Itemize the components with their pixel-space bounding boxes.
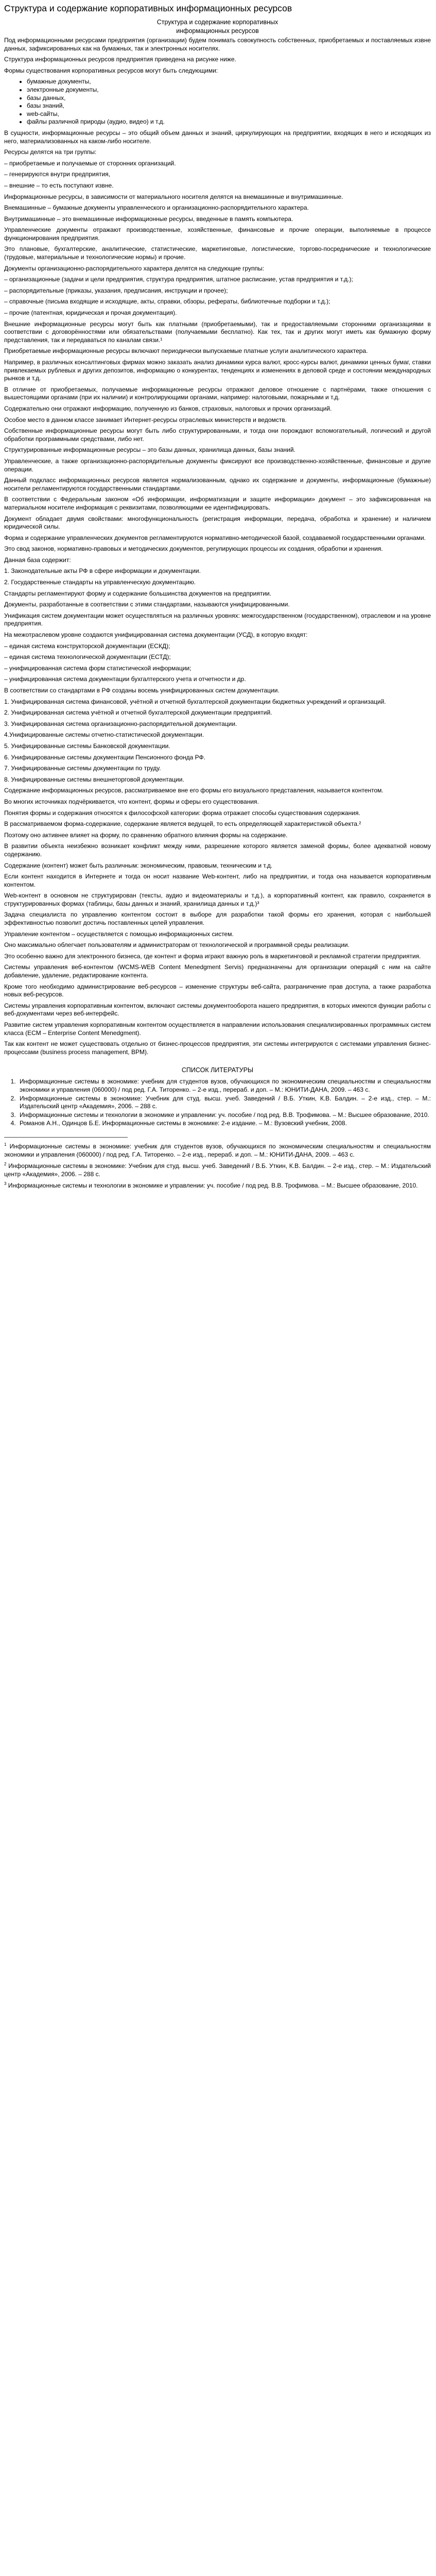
paragraph: Документы организационно-распорядительного характера делятся на следующие группы: bbox=[4, 264, 265, 272]
paragraph: – унифицированная система форм статистической информации; bbox=[4, 664, 191, 672]
paragraph: – распорядительные (приказы, указания, предписания, инструкции и прочее); bbox=[4, 286, 228, 294]
footnote-text: Информационные системы в экономике: Учебник для студ. высш. учеб. Заведений / В.Б. Уткин, К.В. Балдин. – 2-е изд., стер. – М.: Издательский центр «Академия», 2006. – 288 с. bbox=[4, 1162, 431, 1178]
paragraph: Это плановые, бухгалтерские, аналитические, статистические, маркетинговые, логистические, торгово-посреднические и технологические (трудовые, материальные и технологические нормы) и прочие. bbox=[4, 245, 431, 261]
paragraph: – единая система конструкторской документации (ЕСКД); bbox=[4, 642, 170, 650]
footnote-text: Информационные системы в экономике: учебник для студентов вузов, обучающихся по экономическим специальностям и специальностям экономики и управления (060000) / под ред. Г.А. Титоренко. – 2-е изд., перераб. и доп. – М.: ЮНИТИ-ДАНА, 2009. – 463 с. bbox=[4, 1142, 431, 1158]
footnote-item bbox=[4, 1160, 431, 1178]
paragraph: 3. Унифицированная система организационно-распорядительной документации. bbox=[4, 720, 237, 727]
paragraph: Web-контент в основном не структурирован (тексты, аудио и видеоматериалы и т.д.), а корпоративный контент, как правило, сохраняется в структурированных формах (таблицы, базы данных и знаний, хранилища данных и т.д.)³ bbox=[4, 892, 431, 907]
paragraph: Кроме того необходимо администрирование веб-ресурсов – изменение структуры веб-сайта, разграничение прав доступа, а также разработка новых веб-ресурсов. bbox=[4, 982, 431, 998]
list-item: • бумажные документы, bbox=[27, 78, 431, 86]
paragraph: – генерируются внутри предприятия, bbox=[4, 171, 111, 178]
paragraph: Содержание (контент) может быть различным: экономическим, правовым, техническим и т.д. bbox=[4, 861, 273, 869]
paragraph: Информационные ресурсы, в зависимости от материального носителя делятся на внемашинные и внутримашинные. bbox=[4, 193, 343, 200]
paragraph: Например, в различных консалтинговых фирмах можно заказать анализ динамики курса валют, кросс-курсы валют, динамики ценных бумаг, ставки привлекаемых рублевых и других депозитов, информацию о конкурентах, тенденциях и изменениях в деловой среде и состоянии международных рынков и т.д. bbox=[4, 359, 431, 382]
paragraph: Это особенно важно для электронного бизнеса, где контент и форма играют важную роль в маркетинговой и рекламной стратегии предприятия. bbox=[4, 952, 421, 960]
footnote-mark: 1 bbox=[4, 1142, 7, 1147]
paragraph: – внешние – то есть поступают извне. bbox=[4, 181, 114, 189]
paragraph: 4.Унифицированные системы отчетно-статистической документации. bbox=[4, 731, 204, 739]
paragraph: В соответствии со стандартами в РФ созданы восемь унифицированных систем документации. bbox=[4, 687, 280, 694]
paragraph: Управленческие документы отражают производственные, хозяйственные, финансовые и прочие операции, выполняемые в процессе функционирования предприятия. bbox=[4, 226, 431, 242]
list-item: • файлы различной природы (аудио, видео) и т.д. bbox=[27, 118, 431, 126]
list-item: • базы данных, bbox=[27, 94, 431, 103]
literature-item: 4. Романов А.Н., Одинцов Б.Е. Информационные системы в экономике: 2-е издание. – М.: Вузовский учебник, 2008. bbox=[18, 1120, 431, 1128]
paragraph: Под информационными ресурсами предприятия (организации) будем понимать совокупность собственных, приобретаемых и поставляемых извне данных, зафиксированных как на бумажных, так и электронных носителях. bbox=[4, 37, 431, 52]
paragraph: – единая система технологической документации (ЕСТД); bbox=[4, 653, 171, 661]
paragraph: Управление контентом – осуществляется с помощью информационных систем. bbox=[4, 930, 234, 938]
literature-heading: СПИСОК ЛИТЕРАТУРЫ bbox=[181, 1066, 254, 1074]
paragraph: Формы существования корпоративных ресурсов могут быть следующими: bbox=[4, 66, 218, 74]
page-title: Структура и содержание корпоративных информационных ресурсов bbox=[4, 3, 292, 13]
paragraph: Особое место в данном классе занимает Интернет-ресурсы отраслевых министерств и ведомств. bbox=[4, 416, 287, 423]
footnote-text: Информационные системы и технологии в экономике и управлении: уч. пособие / под ред. В.В. Трофимова. – М.: Высшее образование, 2010. bbox=[8, 1182, 418, 1190]
footnote-item bbox=[4, 1141, 431, 1159]
paragraph: Содержательно они отражают информацию, полученную из банков, страховых, налоговых и прочих организаций. bbox=[4, 404, 332, 412]
document-page bbox=[0, 0, 436, 1190]
paragraph: 2. Государственные стандарты на управленческую документацию. bbox=[4, 579, 196, 586]
paragraph: Внешние информационные ресурсы могут быть как платными (приобретаемыми), так и предоставляемыми сторонними организациями в соответствии с договорённостями или обязательствами (получаемыми бесплатно). Как тех, так и других могут иметь как бумажную форму представления, так и передаваться по каналам связи.¹ bbox=[4, 320, 431, 344]
literature-item: 2. Информационные системы в экономике: Учебник для студ. высш. учеб. Заведений / В.Б. Уткин, К.В. Балдин. – 2-е изд., стер. – М.: Издательский центр «Академия», 2006. – 288 с. bbox=[18, 1095, 431, 1111]
paragraph: Собственные информационные ресурсы могут быть либо структурированными, и тогда они порождают вспомогательный, логический и другой обработки программными средствами, либо нет. bbox=[4, 427, 431, 443]
paragraph: Во многих источниках подчёркивается, что контент, формы и сферы его существования. bbox=[4, 798, 259, 805]
footnote-mark: 2 bbox=[4, 1162, 7, 1167]
paragraph: 6. Унифицированные системы документации Пенсионного фонда РФ. bbox=[4, 753, 205, 761]
paragraph: Задача специалиста по управлению контентом состоит в выборе для разработки такой формы его хранения, которая с наибольшей эффективностью позволит достичь поставленных целей управления. bbox=[4, 911, 431, 927]
paragraph: Унификация систем документации может осуществляться на различных уровнях: межгосударственном (государственном), отраслевом и на уровне предприятия. bbox=[4, 612, 431, 628]
paragraph: – унифицированная система документации бухгалтерского учета и отчетности и др. bbox=[4, 675, 246, 683]
paragraph: Внутримашинные – это внемашинные информационные ресурсы, введенные в память компьютера. bbox=[4, 215, 293, 223]
paragraph: В отличие от приобретаемых, получаемые информационные ресурсы отражают деловое отношение с партнёрами, также отношения с вышестоящими органами (при их наличии) и контролирующими органами, например: налоговыми, пожарными и т.д. bbox=[4, 385, 431, 401]
paragraph: 5. Унифицированные системы Банковской документации. bbox=[4, 742, 170, 750]
paragraph: Если контент находится в Интернете и тогда он носит название Web-контент, либо на предприятии, и тогда она называется корпоративным контентом. bbox=[4, 873, 431, 888]
resource-forms-list bbox=[4, 78, 431, 126]
literature-list bbox=[4, 1078, 431, 1128]
paragraph: Документ обладает двумя свойствами: многофункциональность (регистрация информации, передача, обработка и хранение) и наличием юридической силы. bbox=[4, 515, 431, 531]
paragraph: – приобретаемые и получаемые от сторонних организаций. bbox=[4, 159, 176, 167]
footnote-divider bbox=[4, 1137, 128, 1138]
footnotes bbox=[4, 1141, 431, 1190]
paragraph: Форма и содержание управленческих документов регламентируются нормативно-методической базой, создаваемой государственными органами. bbox=[4, 534, 426, 541]
literature-item: 3. Информационные системы и технологии в экономике и управлении: уч. пособие / под ред. В.В. Трофимова. – М.: Высшее образование, 2010. bbox=[18, 1111, 431, 1120]
intro-paragraphs bbox=[4, 37, 431, 75]
paragraph: Данная база содержит: bbox=[4, 556, 71, 564]
paragraph: Системы управления корпоративным контентом, включают системы документооборота нашего предприятия, в которых имеются функции работы с веб-документами через веб-интерфейс. bbox=[4, 1002, 431, 1018]
list-item: • web-сайты, bbox=[27, 110, 431, 118]
footnote-mark: 3 bbox=[4, 1181, 7, 1187]
paragraph: 1. Унифицированная система финансовой, учётной и отчетной бухгалтерской документации бюджетных учреждений и организаций. bbox=[4, 698, 386, 705]
footnote-item bbox=[4, 1180, 431, 1190]
paragraph: 2. Унифицированная система учётной и отчетной бухгалтерской документации предприятий. bbox=[4, 709, 272, 717]
paragraph: Развитие систем управления корпоративным контентом осуществляется в направлении использования специализированных программных систем класса (ECM – Enterprise Content Menedgment). bbox=[4, 1021, 431, 1037]
paragraph: Структура информационных ресурсов предприятия приведена на рисунке ниже. bbox=[4, 56, 236, 63]
paragraph: Поэтому оно активнее влияет на форму, по сравнению обратного влияния формы на содержание. bbox=[4, 831, 288, 839]
paragraph: На межотраслевом уровне создаются унифицированная система документации (УСД), в которую входят: bbox=[4, 631, 308, 639]
paragraph: Так как контент не может существовать отдельно от бизнес-процессов предприятия, эти системы интегрируются с системами управления бизнес-процессами (business process management, BPM). bbox=[4, 1040, 431, 1056]
paragraph: Управленческие, а также организационно-распорядительные документы фиксируют все производственно-хозяйственные, финансовые и другие операции. bbox=[4, 457, 431, 473]
paragraph: – справочные (письма входящие и исходящие, акты, справки, обзоры, рефераты, библиотечные подборки и т.д.); bbox=[4, 298, 330, 306]
paragraph: Приобретаемые информационные ресурсы включают периодически выпускаемые платные услуги аналитического характера. bbox=[4, 347, 368, 355]
paragraph: – организационные (задачи и цели предприятия, структура предприятия, штатное расписание, устав предприятия и т.д.); bbox=[4, 276, 353, 283]
paragraph: Данный подкласс информационных ресурсов является нормализованным, однако их содержание и документы, информационные (бумажные) носители регламентируются государственными стандартами. bbox=[4, 477, 431, 492]
paragraph: Оно максимально облегчает пользователям и администраторам от технологической и программной среды реализации. bbox=[4, 941, 350, 949]
paragraph: 1. Законодательные акты РФ в сфере информации и документации. bbox=[4, 567, 201, 575]
paragraph: Содержание информационных ресурсов, рассматриваемое вне его формы его визуального представления, называется контентом. bbox=[4, 787, 383, 794]
list-item: • базы знаний, bbox=[27, 102, 431, 110]
paragraph: Системы управления веб-контентом (WCMS-WEB Content Menedgment Servis) предназначены для организации операций с ним на сайте добавление, удаление, редактирование контента. bbox=[4, 963, 431, 979]
list-item: • электронные документы, bbox=[27, 86, 431, 94]
paragraph: В соответствии с Федеральным законом «Об информации, информатизации и защите информации» документ – это зафиксированная на материальном носителе информация с реквизитами, позволяющими ее идентифицировать. bbox=[4, 496, 431, 511]
section-subtitle: Структура и содержание корпоративных информационных ресурсов bbox=[156, 19, 278, 35]
paragraph: В сущности, информационные ресурсы – это общий объем данных и знаний, циркулирующих на предприятии, входящих в него и исходящих из него, материализованных на каком-либо носителе. bbox=[4, 129, 431, 145]
literature-item: 1. Информационные системы в экономике: учебник для студентов вузов, обучающихся по экономическим специальностям и специальностям экономики и управления (060000) / под ред. Г.А. Титоренко. – 2-е изд., перераб. и доп. – М.: ЮНИТИ-ДАНА, 2009. – 463 с. bbox=[18, 1078, 431, 1094]
paragraph: 7. Унифицированные системы документации по труду. bbox=[4, 765, 161, 772]
paragraph: Ресурсы делятся на три группы: bbox=[4, 148, 97, 156]
paragraph: Стандарты регламентируют форму и содержание большинства документов на предприятии. bbox=[4, 589, 272, 597]
paragraph: Понятия формы и содержания относятся к философской категории: форма отражает способы существования содержания. bbox=[4, 809, 360, 817]
paragraph: Внемашинные – бумажные документы управленческого и организационно-распорядительного характера. bbox=[4, 204, 309, 212]
paragraph: Структурированные информационные ресурсы – это базы данных, хранилища данных, базы знаний. bbox=[4, 446, 295, 454]
paragraph: Документы, разработанные в соответствии с этими стандартами, называются унифицированными. bbox=[4, 601, 290, 608]
body-paragraphs bbox=[4, 129, 431, 1056]
paragraph: Это свод законов, нормативно-правовых и методических документов, регулирующих процессы их создания, обработки и хранения. bbox=[4, 545, 383, 553]
paragraph: 8. Унифицированные системы внешнеторговой документации. bbox=[4, 775, 184, 783]
paragraph: – прочие (патентная, юридическая и прочая документация). bbox=[4, 309, 177, 317]
paragraph: В развитии объекта неизбежно возникает конфликт между ними, разрешение которого является заменой формы, более адекватной новому содержанию. bbox=[4, 842, 431, 858]
paragraph: В рассматриваемом форма-содержание, содержание является ведущей, то есть определяющей характеристикой объекта.² bbox=[4, 820, 361, 828]
